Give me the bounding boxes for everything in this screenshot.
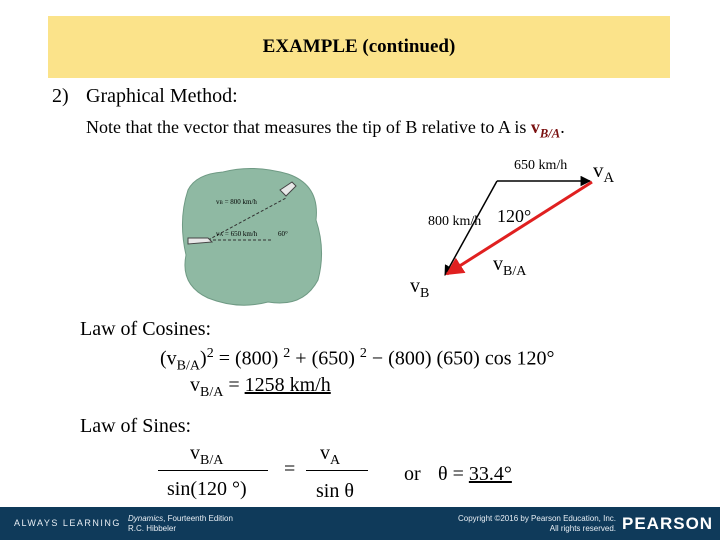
cosines-result: $v_{B/A} = 1258$ km/h <box>190 374 331 400</box>
book-author: R.C. Hibbeler <box>128 524 177 533</box>
note-suffix: . <box>560 117 565 137</box>
note-text <box>86 117 565 142</box>
sines-equals: = <box>284 458 296 480</box>
rights-text: All rights reserved. <box>549 524 616 533</box>
brand-tagline: ALWAYS LEARNING <box>14 518 121 528</box>
svg-text:vB = 800 km/h: vB = 800 km/h <box>216 198 257 206</box>
note-vector: $v_{B/A}$ <box>530 117 561 141</box>
book-title: Dynamics, Fourteenth Edition <box>128 514 233 523</box>
theta-result: θ = 33.4° <box>438 463 512 485</box>
speed-label-800: 800 km/h <box>428 214 482 229</box>
publisher-logo: PEARSON <box>622 514 714 533</box>
svg-text:vA = 650 km/h: vA = 650 km/h <box>216 230 258 238</box>
fraction-bar-1 <box>158 470 268 471</box>
cosines-heading: Law of Cosines: <box>80 318 212 340</box>
sines-numerator-1: $v_{B/A}$ <box>190 442 224 468</box>
vBA-label: $v_{B/A}$ <box>493 253 527 279</box>
angle-label: 120° <box>497 206 532 226</box>
note-prefix: Note that the vector that measures the tip of B relative to A is <box>86 117 531 137</box>
sines-denominator-1: sin(120 °) <box>167 478 247 500</box>
footer-bar <box>0 507 720 540</box>
section-number: 2) <box>52 85 69 107</box>
vB-label: $v_B$ <box>410 275 430 301</box>
vA-label: $v_A$ <box>593 158 615 187</box>
sines-numerator-2: $v_A$ <box>320 442 341 468</box>
theta-value: 33.4° <box>468 463 512 485</box>
sines-heading: Law of Sines: <box>80 415 192 437</box>
vBA-magnitude: 1258 km/h <box>244 374 331 396</box>
section-heading: Graphical Method: <box>86 85 238 107</box>
speed-label-650: 650 km/h <box>514 158 568 173</box>
copyright-text: Copyright ©2016 by Pearson Education, Inc. <box>458 514 616 523</box>
fraction-bar-2 <box>306 470 368 471</box>
airplane-map-illustration <box>168 160 328 310</box>
svg-text:60°: 60° <box>278 230 288 238</box>
sines-or: or <box>404 463 421 485</box>
title-band <box>48 16 670 78</box>
cosines-equation: $(v_{B/A})^2 = (800) ^2 + (650) ^2 - (800)$ (650) cos 120° <box>160 346 555 374</box>
slide-title: EXAMPLE (continued) <box>262 36 456 57</box>
sines-denominator-2: sin θ <box>316 480 354 502</box>
